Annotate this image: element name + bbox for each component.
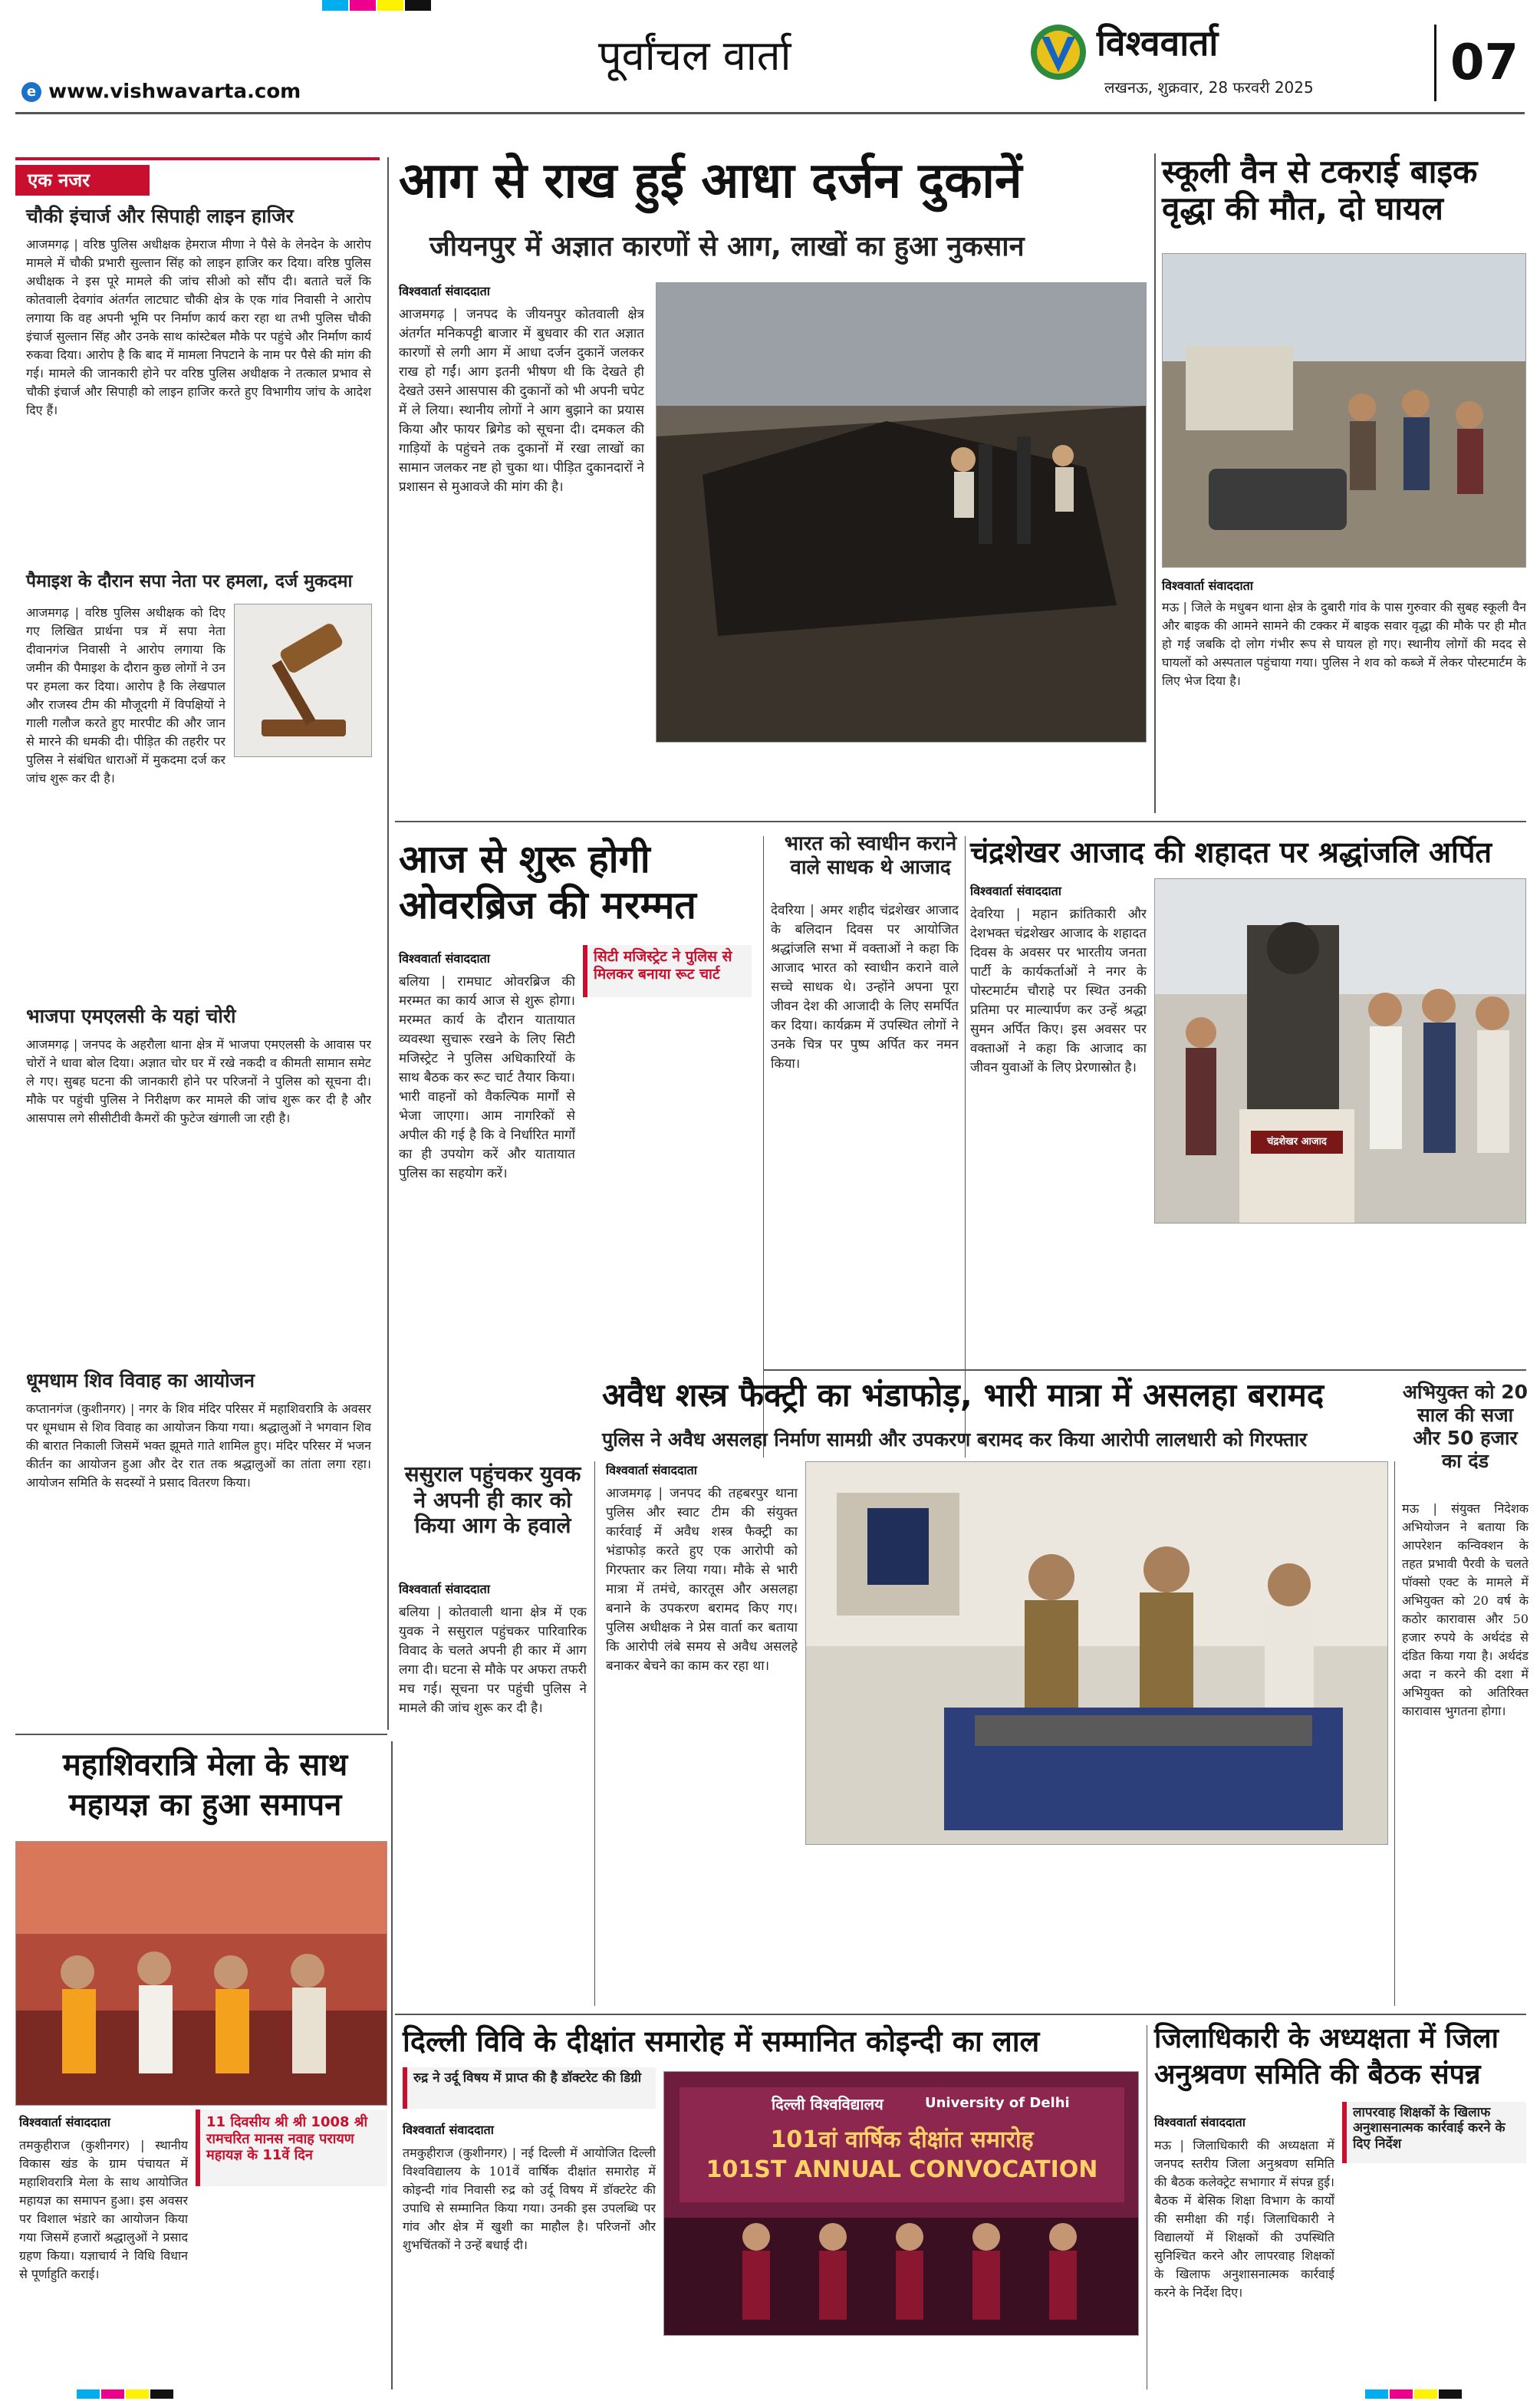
- dm-body: मऊ | जिलाधिकारी की अध्यक्षता में जनपद स्तरीय जिला अनुश्रवण समिति की बैठक कलेक्ट्रेट सभागार में संपन्न हुई। बैठक में बेसिक शिक्षा विभाग के कार्यों की समीक्षा की गई। जिलाधिकारी ने विद्यालयों में शिक्षकों की उपस्थिति सुनिश्चित करने और लापरवाह शिक्षकों के खिलाफ अनुशासनात्मक कार्रवाई करने के निर्देश दिए।: [1154, 2138, 1334, 2300]
- brief-heading: भाजपा एमएलसी के यहां चोरी: [26, 1005, 236, 1027]
- brief-body-cont: [26, 794, 371, 993]
- dm-body-cont: [1342, 2171, 1526, 2389]
- du-body: तमकुहीराज (कुशीनगर) | नई दिल्ली में आयोजित दिल्ली विश्वविद्यालय के 101वें वार्षिक दीक्षांत समारोह में कोइन्दी गांव निवासी रुद्र को उर्दू विषय में डॉक्टरेट की उपाधि से सम्मानित किया गया। उनकी इस उपलब्धि पर गांव और क्षेत्र में खुशी का माहौल है। परिजनों और शुभचिंतकों ने उन्हें बधाई दी।: [403, 2146, 656, 2252]
- page-number-box: [1434, 25, 1526, 101]
- du-byline: विश्ववार्ता संवाददाता: [403, 2123, 494, 2137]
- brief-body: आजमगढ़ | वरिष्ठ पुलिस अधीक्षक हेमराज मीणा ने पैसे के लेनदेन के आरोप मामले में चौकी प्रभारी सुल्तान सिंह को लाइन हाजिर कर दिया। वरिष्ठ पुलिस अधीक्षक ने इस पूरे मामले की जांच सीओ को सौंप दी। बताते चलें कि कोतवाली देवगांव अंतर्गत लाटघाट चौकी क्षेत्र के एक गांव निवासी ने आरोप लगाया कि वह अपनी भूमि पर निर्माण कार्य करा रहा था तभी पुलिस चौकी इंचार्ज सुल्तान सिंह और उनके साथ कांस्टेबल मौके पर पहुंचे और निर्माण कार्य रुकवा दिया। आरोप है कि बाद में मामला निपटाने के नाम पर पैसे की मांग की गई। मामले की जानकारी होने पर वरिष्ठ पुलिस अधीक्षक ने तत्काल प्रभाव से चौकी इंचार्ज और सिपाही को लाइन हाजिर करते हुए विभागीय जांच के आदेश दिए हैं।: [26, 237, 371, 417]
- du-banner-english: University of Delhi: [925, 2095, 1070, 2111]
- brief-body: आजमगढ़ | जनपद के अहरौला थाना क्षेत्र में भाजपा एमएलसी के आवास पर चोरों ने धावा बोल दिया। अज्ञात चोर घर में रखे नकदी व कीमती सामान समेट ले गए। सुबह घटना की जानकारी होने पर परिजनों ने पुलिस को सूचना दी। मौके पर पहुंची पुलिस ने निरीक्षण कर मामले की जांच शुरू कर दी है और आसपास लगे सीसीटीवी कैमरों की फुटेज खंगाली जा रही है।: [26, 1037, 371, 1125]
- overbridge-byline: विश्ववार्ता संवाददाता: [399, 951, 490, 966]
- top-color-bar: [0, 0, 1540, 14]
- mela-photo: [15, 1841, 387, 2106]
- arms-photo: [805, 1461, 1388, 1845]
- arms-byline: विश्ववार्ता संवाददाता: [606, 1463, 697, 1477]
- gavel-icon: [235, 604, 372, 757]
- mela-body-cont: [196, 2194, 387, 2389]
- globe-icon: e: [21, 82, 41, 102]
- tribute-headline: चंद्रशेखर आजाद की शहादत पर श्रद्धांजलि अर्पित: [970, 835, 1492, 869]
- du-body-cont: [663, 2340, 1139, 2389]
- brief-heading: धूमधाम शिव विवाह का आयोजन: [26, 1369, 255, 1392]
- arms-headline: अवैध शस्त्र फैक्ट्री का भंडाफोड़, भारी मात्रा में असलहा बरामद: [602, 1376, 1324, 1414]
- azad-headline: भारत को स्वाधीन कराने वाले साधक थे आजाद: [784, 832, 957, 880]
- van-body: मऊ | जिले के मधुबन थाना क्षेत्र के दुबारी गांव के पास गुरुवार की सुबह स्कूली वैन और बाइक की आमने सामने की टक्कर में बाइक सवार वृद्धा की मौके पर ही मौत हो गई जबकि दो लोग गंभीर रूप से घायल हो गए। स्थानीय लोगों की मदद से घायलों को अस्पताल पहुंचाया गया। पुलिस ने शव को कब्जे में लेकर पोस्टमार्टम के लिए भेज दिया है।: [1162, 600, 1526, 688]
- tribute-body-cont: [1154, 1231, 1526, 1362]
- dm-headline: जिलाधिकारी के अध्यक्षता में जिला अनुश्रवण समिति की बैठक संपन्न: [1154, 2023, 1499, 2090]
- tribute-byline: विश्ववार्ता संवाददाता: [970, 884, 1061, 898]
- fire-photo: [656, 282, 1147, 743]
- van-photo: [1162, 253, 1526, 568]
- du-photo: [663, 2071, 1139, 2336]
- fire-subhead: जीयनपुर में अज्ञात कारणों से आग, लाखों का हुआ नुकसान: [429, 231, 1025, 262]
- tribute-body: देवरिया | महान क्रांतिकारी और देशभक्त चंद्रशेखर आजाद के शहादत दिवस के अवसर पर भारतीय जनता पार्टी के कार्यकर्ताओं ने नगर के पोस्टमार्टम चौराहे पर स्थित उनकी प्रतिमा पर माल्यार्पण कर उन्हें श्रद्धा सुमन अर्पित किए। इस अवसर पर वक्ताओं ने कहा कि आजाद का जीवन युवाओं के लिए प्रेरणास्रोत है।: [970, 907, 1147, 1075]
- du-banner-convocation-hindi: 101वां वार्षिक दीक्षांत समारोह: [770, 2126, 1034, 2153]
- dm-byline: विश्ववार्ता संवाददाता: [1154, 2115, 1245, 2129]
- azad-body: देवरिया | अमर शहीद चंद्रशेखर आजाद के बलिदान दिवस पर आयोजित श्रद्धांजलि सभा में वक्ताओं ने कहा कि आजाद भारत को स्वाधीन कराने वाले सच्चे साधक थे। उन्होंने अपना पूरा जीवन देश की आजादी के लिए समर्पित कर दिया। कार्यक्रम में उपस्थित लोगों ने उनके चित्र पर पुष्प अर्पित कर नमन किया।: [771, 903, 959, 1072]
- masthead: [0, 0, 1540, 115]
- mela-body: तमकुहीराज (कुशीनगर) | स्थानीय विकास खंड के ग्राम पंचायत में महाशिवरात्रि मेला के साथ आयोजित महायज्ञ का समापन हुआ। इस अवसर पर विशाल भंडारे का आयोजन किया गया जिसमें हजारों श्रद्धालुओं ने प्रसाद ग्रहण किया। यज्ञाचार्य ने विधि विधान से पूर्णाहुति कराई।: [19, 2138, 188, 2281]
- brief-heading: चौकी इंचार्ज और सिपाही लाइन हाजिर: [26, 205, 294, 227]
- convocation-stage-image: [664, 2072, 1139, 2336]
- brief-body: आजमगढ़ | वरिष्ठ पुलिस अधीक्षक को दिए गए लिखित प्रार्थना पत्र में सपा नेता दीवानगंज निवासी ने आरोप लगाया कि जमीन की पैमाइश के दौरान कुछ लोगों ने उन पर हमला कर दिया। आरोप है कि लेखपाल और राजस्व टीम की मौजूदगी में विपक्षियों ने गाली गलौज करते हुए मारपीट की और जान से मारने की धमकी दी। पीड़ित की तहरीर पर पुलिस ने संबंधित धाराओं में मुकदमा दर्ज कर जांच शुरू कर दी है।: [26, 605, 225, 786]
- dateline: लखनऊ, शुक्रवार, 28 फरवरी 2025: [1104, 78, 1314, 97]
- statue-garland-image: [1155, 879, 1526, 1224]
- arms-subhead: पुलिस ने अवैध असलहा निर्माण सामग्री और उपकरण बरामद कर किया आरोपी लालधारी को गिरफ्तार: [602, 1428, 1308, 1451]
- youth-byline: विश्ववार्ता संवाददाता: [399, 1582, 490, 1596]
- fire-byline: विश्ववार्ता संवाददाता: [399, 284, 490, 298]
- accident-crowd-image: [1163, 254, 1526, 568]
- youth-headline: ससुराल पहुंचकर युवक ने अपनी ही कार को किया आग के हवाले: [404, 1461, 581, 1539]
- sentence-headline: अभियुक्त को 20 साल की सजा और 50 हजार का दंड: [1402, 1381, 1528, 1472]
- arms-body: आजमगढ़ | जनपद की तहबरपुर थाना पुलिस और स्वाट टीम की संयुक्त कार्रवाई में अवैध शस्त्र फैक्ट्री का भंडाफोड़ करते हुए एक आरोपी को गिरफ्तार कर लिया गया। मौके से भारी मात्रा में तमंचे, कारतूस और असलहा बनाने के उपकरण बरामद किए गए। पुलिस अधीक्षक ने प्रेस वार्ता कर बताया कि आरोपी लंबे समय से अवैध असलहे बनाकर बेचने का काम कर रहा था।: [606, 1486, 798, 1674]
- statue-label: चंद्रशेखर आजाद: [1267, 1136, 1327, 1148]
- website-link[interactable]: e www.vishwavarta.com: [21, 80, 301, 104]
- arms-body-cont: [805, 1853, 1388, 2006]
- fire-body: आजमगढ़ | जनपद के जीयनपुर कोतवाली क्षेत्र अंतर्गत मनिकपट्टी बाजार में बुधवार की रात अज्ञात कारणों से लगी आग में आधा दर्जन दुकानें जलकर राख हो गईं। आग इतनी भीषण थी कि देखते ही देखते उसने आसपास की दुकानों को भी अपनी चपेट में ले लिया। स्थानीय लोगों ने आग बुझाने का प्रयास किया और फायर ब्रिगेड को सूचना दी। दमकल की गाड़ियों के पहुंचने तक दुकानों में रखा लाखों का सामान जलकर नष्ट हो चुका था। पीड़ित दुकानदारों ने प्रशासन से मुआवजे की मांग की है।: [399, 307, 644, 495]
- brief-body: कप्तानगंज (कुशीनगर) | नगर के शिव मंदिर परिसर में महाशिवरात्रि के अवसर पर धूमधाम से शिव विवाह का आयोजन किया गया। श्रद्धालुओं ने भगवान शिव की बारात निकाली जिसमें भक्त झूमते गाते शामिल हुए। मंदिर परिसर में भजन कीर्तन का आयोजन हुआ और देर रात तक श्रद्धालुओं का तांता लगा रहा। आयोजन समिति के सदस्यों ने प्रसाद वितरण किया।: [26, 1401, 371, 1490]
- sentence-body: मऊ | संयुक्त निदेशक अभियोजन ने बताया कि आपरेशन कन्विक्शन के तहत प्रभावी पैरवी के चलते पॉक्सो एक्ट के मामले में अभियुक्त को 20 वर्ष के कठोर कारावास और 50 हजार रुपये के अर्थदंड से दंडित किया गया है। अर्थदंड अदा न करने की दशा में अभियुक्त को अतिरिक्त कारावास भुगतना होगा।: [1402, 1501, 1528, 1718]
- van-byline: विश्ववार्ता संवाददाता: [1162, 578, 1253, 593]
- brand-name: विश्ववार्ता: [1097, 22, 1219, 64]
- du-headline: दिल्ली विवि के दीक्षांत समारोह में सम्मानित कोइन्दी का लाल: [403, 2024, 1040, 2058]
- du-callout: रुद्र ने उर्दू विषय में प्राप्त की है डॉक्टरेट की डिग्री: [403, 2067, 656, 2109]
- section-title: पूर्वांचल वार्ता: [598, 31, 791, 80]
- brand-logo: [1028, 21, 1089, 83]
- yagya-ceremony-image: [16, 1842, 387, 2106]
- overbridge-callout: सिटी मजिस्ट्रेट ने पुलिस से मिलकर बनाया रूट चार्ट: [583, 945, 752, 997]
- tribute-photo: [1154, 878, 1526, 1224]
- youth-body: बलिया | कोतवाली थाना क्षेत्र में एक युवक ने ससुराल पहुंचकर पारिवारिक विवाद के चलते अपनी ही कार में आग लगा दी। घटना से मौके पर अफरा तफरी मच गई। सूचना पर पहुंची पुलिस ने मामले की जांच शुरू कर दी है।: [399, 1605, 587, 1716]
- gavel-image: [234, 604, 372, 757]
- brand-logo-icon: [1028, 21, 1089, 83]
- page-number: 07: [1450, 35, 1519, 91]
- bottom-color-bar: [0, 2389, 1540, 2401]
- du-banner-hindi: दिल्ली विश्वविद्यालय: [772, 2095, 884, 2113]
- overbridge-body: बलिया | रामघाट ओवरब्रिज की मरम्मत का कार्य आज से शुरू होगा। मरम्मत कार्य के दौरान यातायात व्यवस्था सुचारू रखने के लिए सिटी मजिस्ट्रेट ने पुलिस अधिकारियों के साथ बैठक कर रूट चार्ट तैयार किया। भारी वाहनों को वैकल्पिक मार्गों से भेजा जाएगा। आम नागरिकों से अपील की गई है कि वे निर्धारित मार्गों का ही उपयोग करें और यातायात पुलिस का सहयोग करें।: [399, 974, 575, 1181]
- fire-body-cont: [656, 748, 1147, 813]
- mela-callout: 11 दिवसीय श्री श्री 1008 श्री रामचरित मानस नवाह परायण महायज्ञ के 11वें दिन: [196, 2110, 387, 2186]
- mela-headline: महाशिवरात्रि मेला के साथ महायज्ञ का हुआ समापन: [62, 1747, 348, 1823]
- du-banner-convocation-english: 101ST ANNUAL CONVOCATION: [706, 2156, 1098, 2183]
- ek-nazar-tag: एक नजर: [15, 165, 150, 196]
- brief-heading: पैमाइश के दौरान सपा नेता पर हमला, दर्ज मुकदमा: [26, 571, 353, 591]
- dm-callout: लापरवाह शिक्षकों के खिलाफ अनुशासनात्मक कार्रवाई करने के दिए निर्देश: [1342, 2102, 1526, 2163]
- mela-byline: विश्ववार्ता संवाददाता: [19, 2115, 110, 2129]
- police-press-conference-image: [806, 1462, 1388, 1845]
- fire-headline: आग से राख हुई आधा दर्जन दुकानें: [399, 153, 1022, 209]
- burnt-shops-image: [656, 283, 1147, 743]
- overbridge-headline: आज से शुरू होगी ओवरब्रिज की मरम्मत: [399, 837, 696, 927]
- ek-nazar-column: [15, 157, 380, 1730]
- van-headline: स्कूली वैन से टकराई बाइक वृद्धा की मौत, दो घायल: [1162, 153, 1478, 228]
